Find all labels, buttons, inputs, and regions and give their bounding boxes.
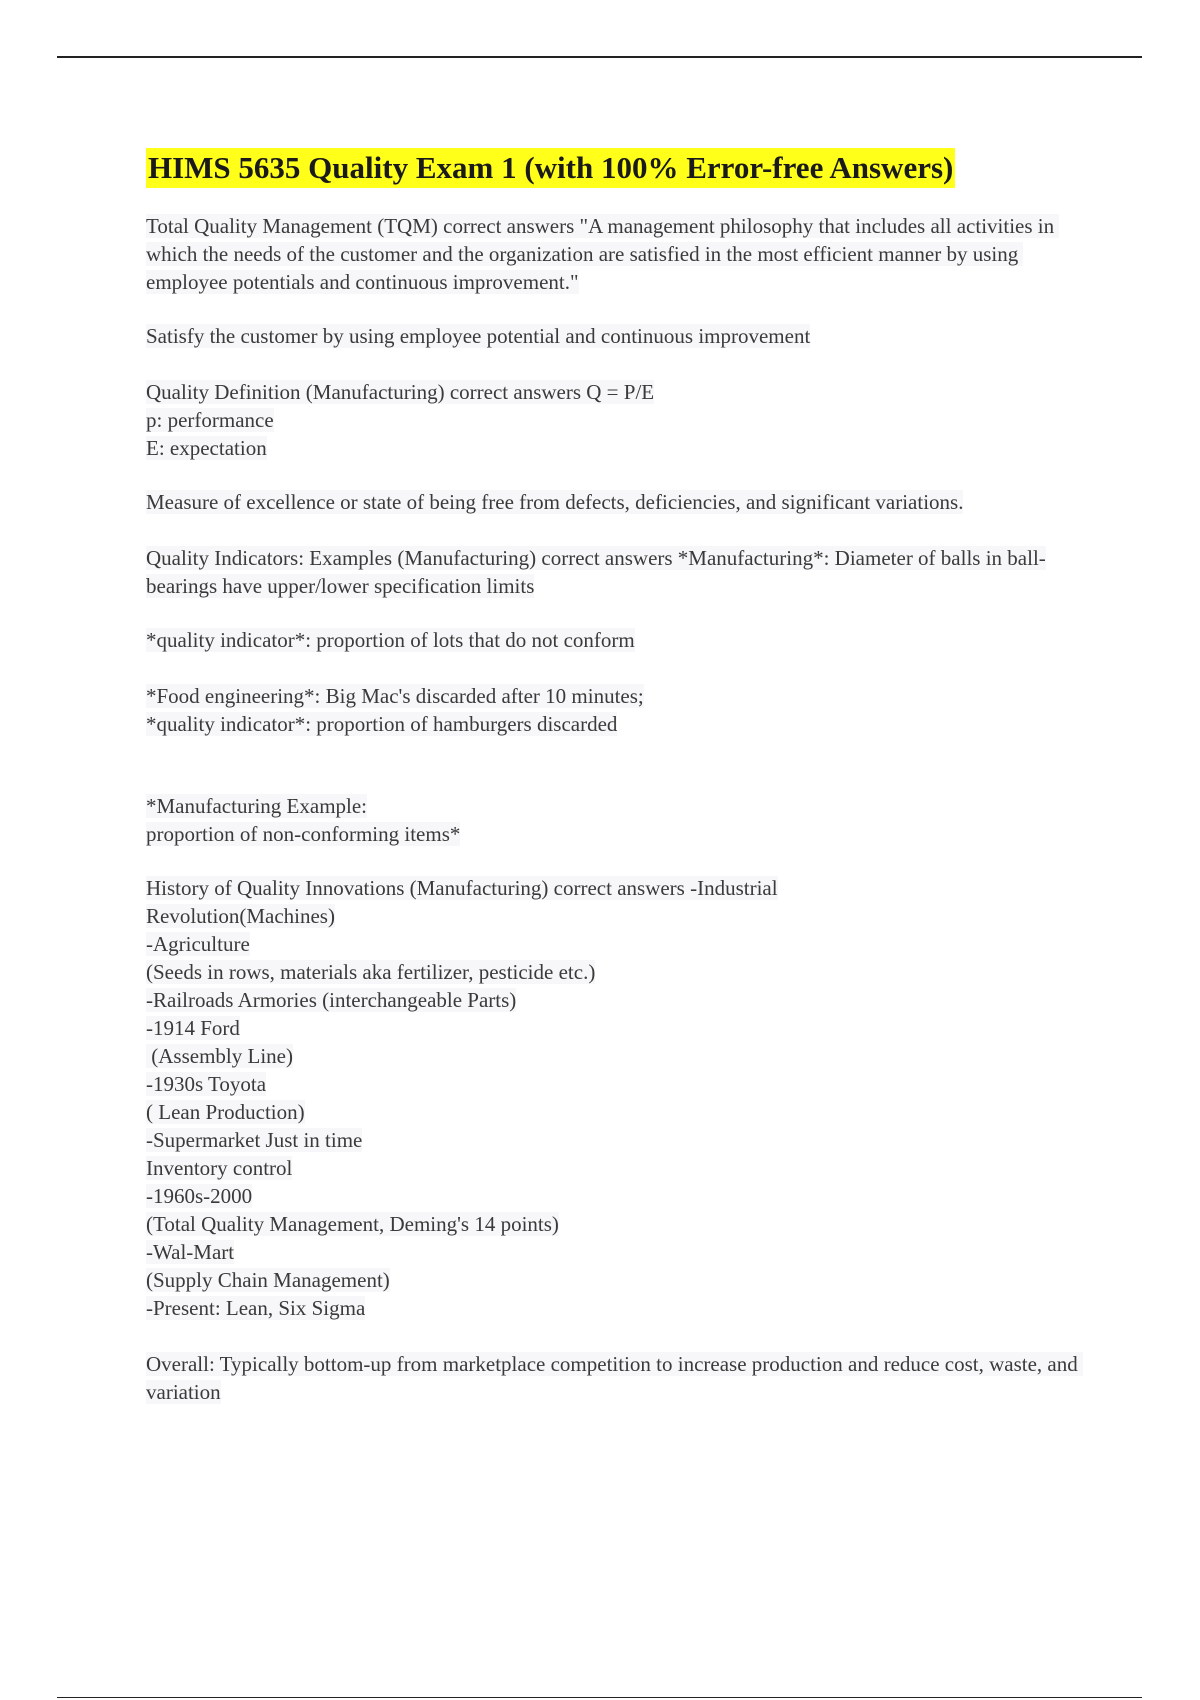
- qa-block-quality-indicator-lots: [146, 626, 1096, 654]
- document-body: [146, 148, 1096, 1406]
- qa-block-quality-definition-answer: [146, 488, 1096, 516]
- qa-text: Quality Indicators: Examples (Manufacturing) correct answers *Manufacturing*: Diameter of balls in ball-bearings have upper/lower specification limits: [146, 546, 1046, 598]
- top-rule: [57, 56, 1142, 58]
- qa-block-tqm: [146, 212, 1096, 296]
- qa-text: *Manufacturing Example: proportion of non-conforming items*: [146, 794, 461, 846]
- qa-block-food-engineering: [146, 682, 1096, 738]
- qa-block-tqm-answer: [146, 322, 1096, 350]
- qa-block-manufacturing-example: [146, 792, 1096, 848]
- qa-text: *quality indicator*: proportion of lots that do not conform: [146, 628, 635, 652]
- qa-text: History of Quality Innovations (Manufacturing) correct answers -Industrial Revolution(Machines) -Agriculture (Seeds in rows, materials aka fertilizer, pesticide etc.) -Railroads Armories (interchangeable Parts) -1914 Ford (Assembly Line) -1930s Toyota ( Lean Production) -Supermarket Just in time Inventory control -1960s-2000 (Total Quality Management, Deming's 14 points) -Wal-Mart (Supply Chain Management) -Present: Lean, Six Sigma: [146, 876, 778, 1320]
- document-title: HIMS 5635 Quality Exam 1 (with 100% Error-free Answers): [146, 148, 955, 188]
- qa-block-history: [146, 874, 1096, 1322]
- bottom-rule: [57, 1697, 1142, 1698]
- qa-text: Satisfy the customer by using employee potential and continuous improvement: [146, 324, 811, 348]
- qa-text: Overall: Typically bottom-up from marketplace competition to increase production and reduce cost, waste, and variation: [146, 1352, 1084, 1404]
- qa-block-overall: [146, 1350, 1096, 1406]
- qa-text: *Food engineering*: Big Mac's discarded after 10 minutes; *quality indicator*: proportion of hamburgers discarded: [146, 684, 644, 736]
- qa-block-quality-indicators: [146, 544, 1096, 600]
- qa-text: Measure of excellence or state of being free from defects, deficiencies, and significant variations.: [146, 490, 964, 514]
- qa-text: Total Quality Management (TQM) correct answers "A management philosophy that includes all activities in which the needs of the customer and the organization are satisfied in the most efficient manner by using employee potentials and continuous improvement.": [146, 214, 1060, 294]
- qa-text: Quality Definition (Manufacturing) correct answers Q = P/E p: performance E: expectation: [146, 380, 655, 460]
- qa-block-quality-definition: [146, 378, 1096, 462]
